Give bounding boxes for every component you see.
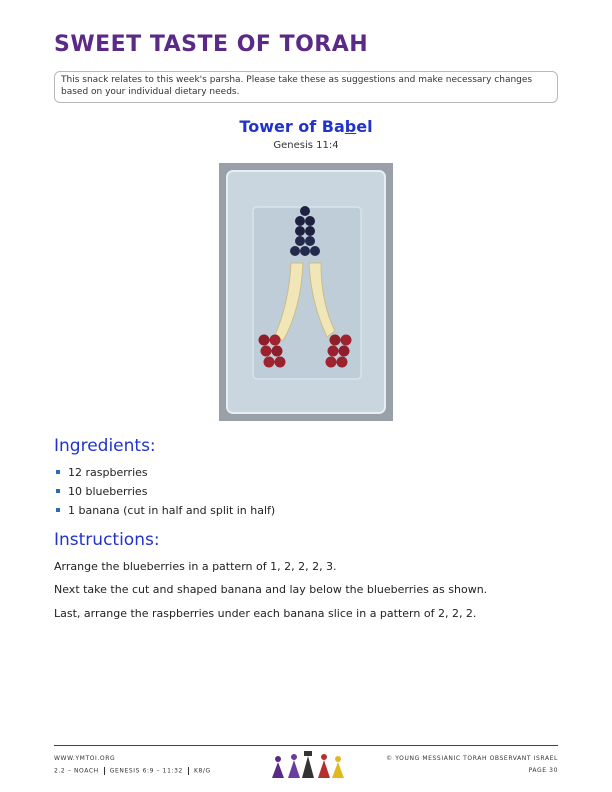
ingredients-heading: Ingredients:	[54, 436, 156, 456]
ingredients-list	[56, 463, 275, 520]
instruction-step: Next take the cut and shaped banana and lay below the blueberries as shown.	[54, 583, 488, 596]
bullet-icon	[56, 470, 60, 474]
list-item: 12 raspberries	[56, 463, 275, 482]
footer-meta	[54, 767, 211, 775]
footer-page-number: PAGE 30	[528, 767, 558, 774]
footer-portion: 2.2 – NOACH	[54, 767, 99, 775]
verse-reference: Genesis 11:4	[273, 140, 339, 151]
footer-grade: K8/G	[193, 767, 211, 775]
snack-title-part2: b	[344, 117, 357, 136]
footer-separator	[188, 767, 189, 775]
footer-separator	[104, 767, 105, 775]
bullet-icon	[56, 508, 60, 512]
snack-title-part3: el	[356, 117, 373, 136]
footer-reference: GENESIS 6:9 – 11:32	[109, 767, 183, 775]
snack-title-part1: Tower of Ba	[239, 117, 345, 136]
list-item: 1 banana (cut in half and split in half)	[56, 501, 275, 520]
footer-divider	[54, 745, 558, 746]
snack-photo	[219, 163, 393, 421]
instructions-heading: Instructions:	[54, 530, 160, 550]
logo-figures	[272, 751, 344, 778]
footer-copyright: © YOUNG MESSIANIC TORAH OBSERVANT ISRAEL	[386, 755, 558, 762]
ymtoi-logo-icon	[270, 750, 346, 780]
list-item: 10 blueberries	[56, 482, 275, 501]
parsha-note: This snack relates to this week's parsha. Please take these as suggestions and make necessary changes based on your individual dietary needs.	[54, 71, 558, 103]
footer-website[interactable]: WWW.YMTOI.ORG	[54, 755, 116, 762]
bullet-icon	[56, 489, 60, 493]
snack-title	[0, 117, 612, 136]
instruction-step: Arrange the blueberries in a pattern of 1, 2, 2, 2, 3.	[54, 560, 337, 573]
instruction-step: Last, arrange the raspberries under each banana slice in a pattern of 2, 2, 2.	[54, 607, 477, 620]
page-title: SWEET TASTE OF TORAH	[54, 32, 369, 57]
